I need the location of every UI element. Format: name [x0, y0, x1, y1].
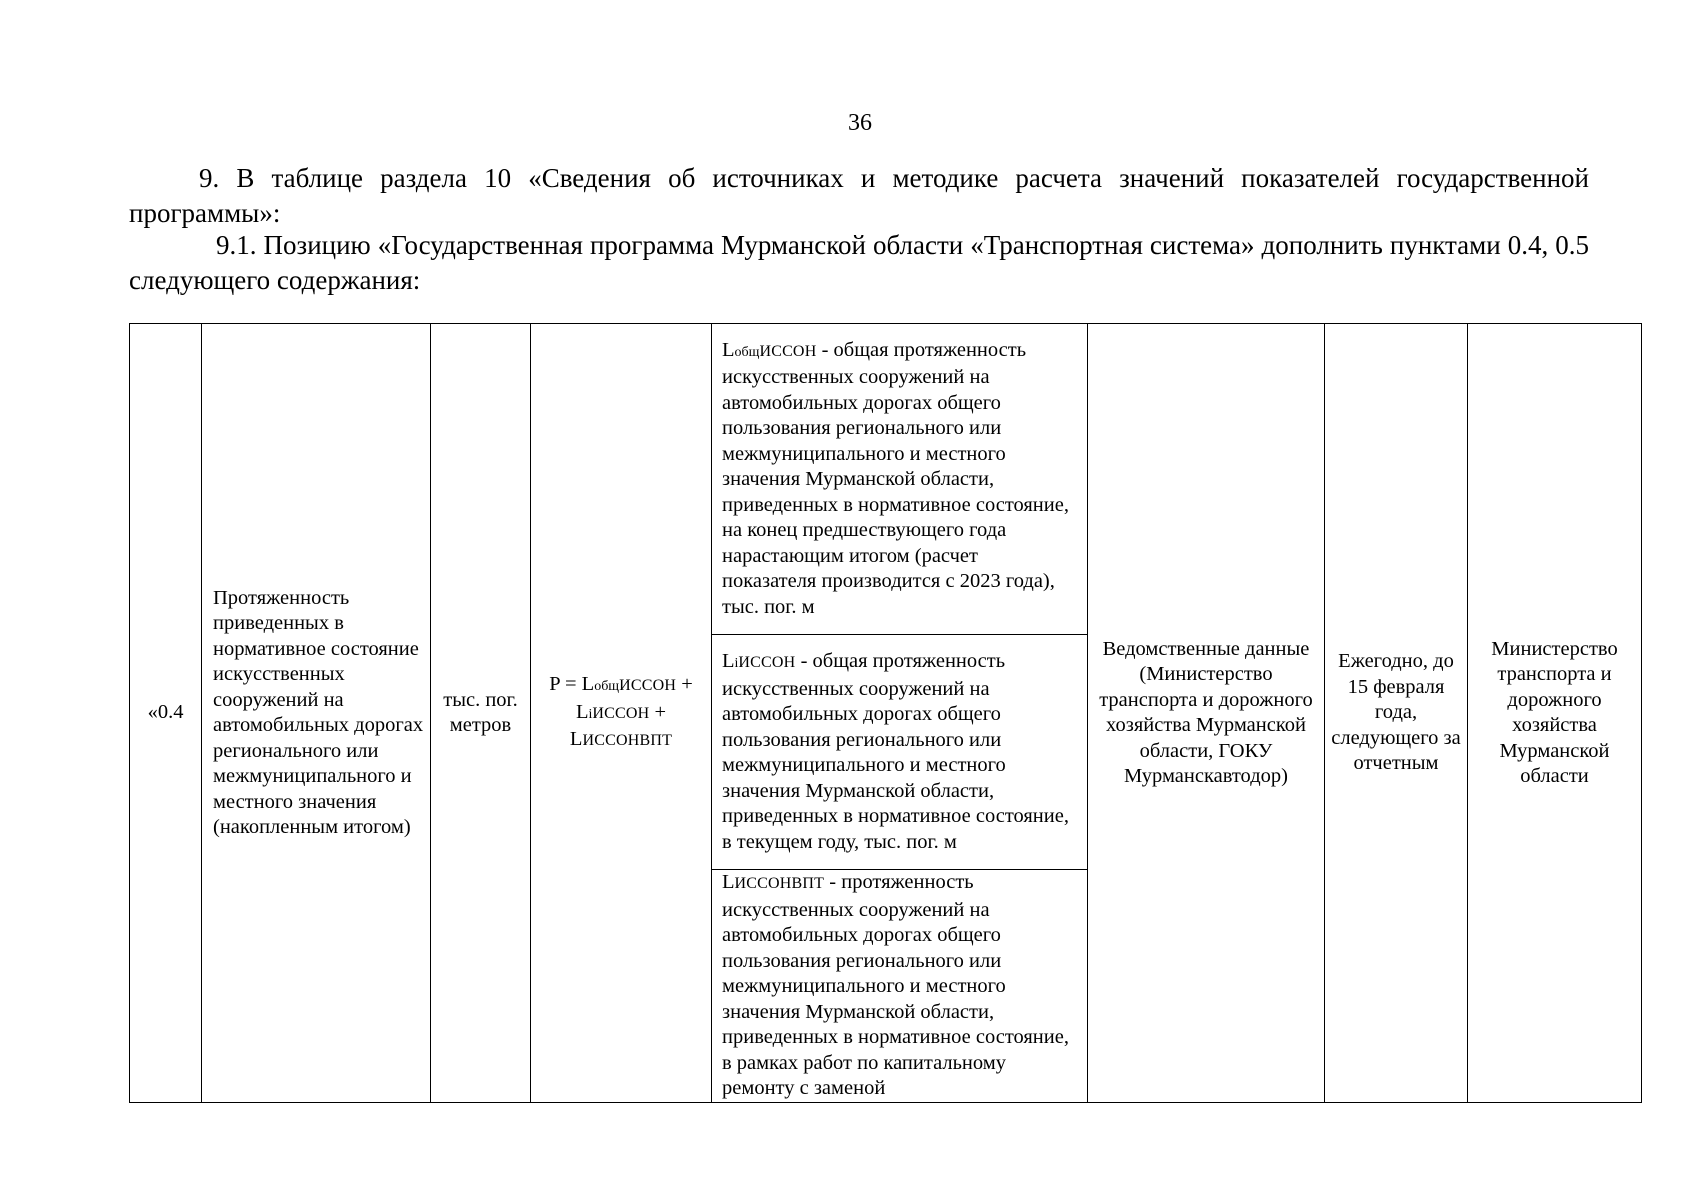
periodicity-text: Ежегодно, до 15 февраля года, следующего за отчетным: [1331, 650, 1461, 775]
row-number: «0.4: [147, 701, 184, 724]
periodicity-cell: [1325, 324, 1468, 1103]
formula: P = LобщИССОН + LiИССОН + LИССОНВПТ: [549, 673, 693, 751]
definition-2: LiИССОН - общая протяженность искусственных сооружений на автомобильных дорогах общего пользования регионального или межмуниципального и местного значения Мурманской области, приведенных в нормативное состояние, в текущем году, тыс. пог. м: [722, 650, 1069, 853]
definition-1: LобщИССОН - общая протяженность искусственных сооружений на автомобильных дорогах общего пользования регионального или межмуниципального и местного значения Мурманской области, приведенных в нормативное состояние, на конец предшествующего года нарастающим итогом (расчет показателя производится с 2023 года), тыс. пог. м: [722, 338, 1069, 618]
source-text: Ведомственные данные (Министерство транспорта и дорожного хозяйства Мурманской области, ГОКУ Мурманскавтодор): [1099, 637, 1313, 787]
unit-cell: [431, 324, 531, 1103]
row-number-cell: [130, 324, 202, 1103]
indicator-name: Протяженность приведенных в нормативное состояние искусственных сооружений на автомобильных дорогах регионального или межмуниципального и местного значения (накопленным итогом): [213, 586, 424, 838]
definition-cell-1: [712, 324, 1088, 635]
indicator-name-cell: [202, 324, 431, 1103]
responsible-text: Министерство транспорта и дорожного хозяйства Мурманской области: [1491, 637, 1618, 787]
intro-paragraph-1: 9. В таблице раздела 10 «Сведения об источниках и методике расчета значений показателей государственной программы»:: [129, 163, 1589, 228]
table-row: [130, 324, 1642, 635]
definition-cell-3: [712, 869, 1088, 1102]
formula-cell: [531, 324, 712, 1103]
intro-paragraph-2: 9.1. Позицию «Государственная программа Мурманской области «Транспортная система» дополнить пунктами 0.4, 0.5 следующего содержания:: [129, 230, 1589, 295]
responsible-cell: [1468, 324, 1642, 1103]
unit-text: тыс. пог. метров: [443, 688, 518, 736]
indicator-table: [129, 323, 1642, 1103]
page-number: 36: [848, 110, 872, 136]
definition-cell-2: [712, 635, 1088, 869]
definition-3: LИССОНВПТ - протяженность искусственных сооружений на автомобильных дорогах общего пользования регионального или межмуниципального и местного значения Мурманской области, приведенных в нормативное состояние, в рамках работ по капитальному ремонту с заменой: [722, 871, 1069, 1100]
source-cell: [1088, 324, 1325, 1103]
